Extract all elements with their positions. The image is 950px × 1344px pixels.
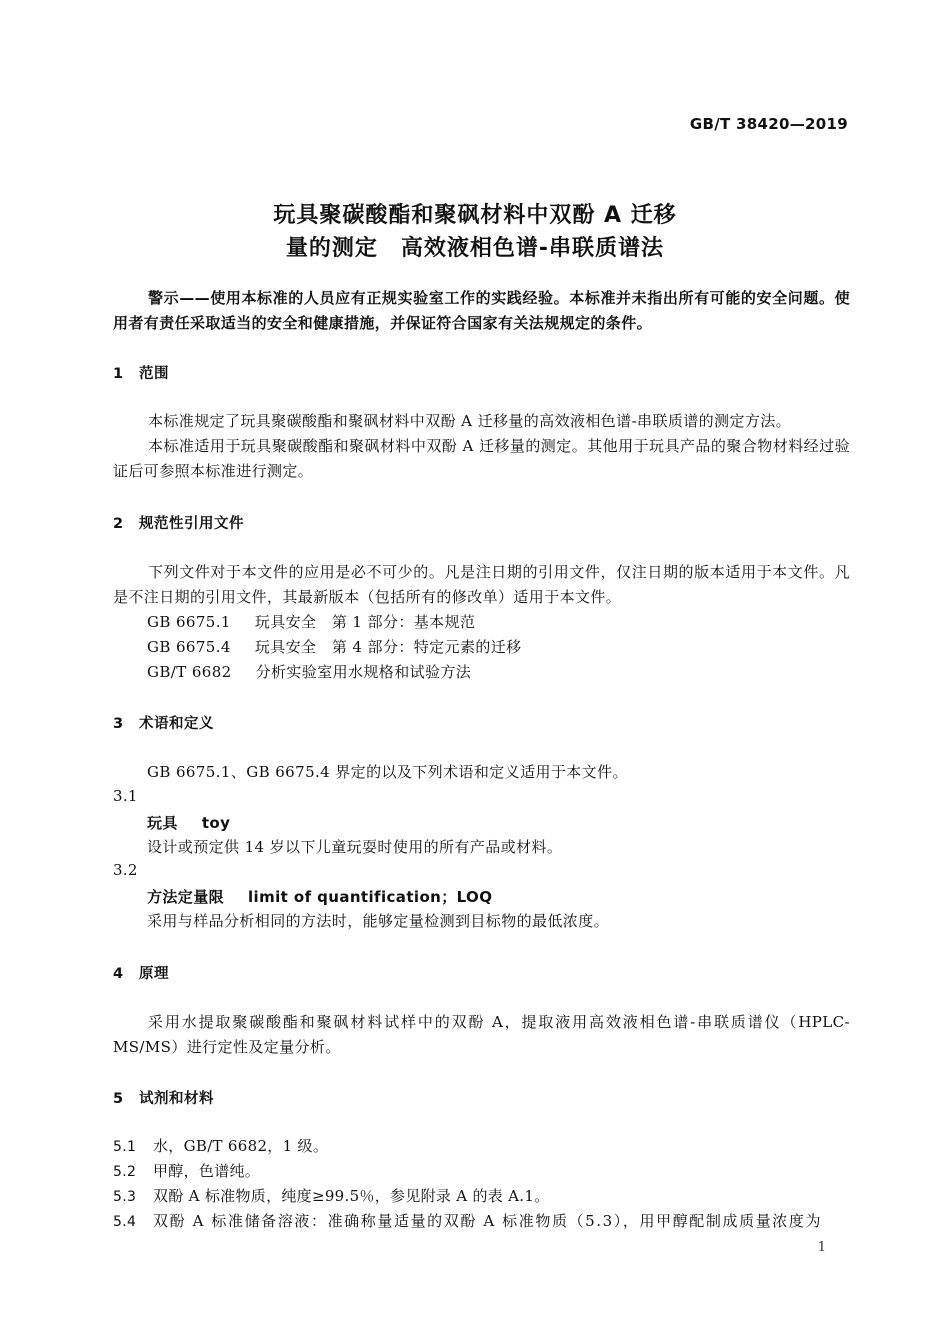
section-heading-reagents: [113, 1087, 214, 1108]
references-paragraph: 下列文件对于本文件的应用是必不可少的。凡是注日期的引用文件，仅注日期的版本适用于本文件。凡是不注日期的引用文件，其最新版本（包括所有的修改单）适用于本文件。: [113, 563, 850, 606]
section-number: 3: [113, 716, 124, 732]
section-title: 试剂和材料: [139, 1091, 214, 1107]
term-number: 3.1: [113, 787, 138, 805]
term-zh: 方法定量限: [147, 888, 225, 906]
clause-text: 双酚 A 标准储备溶液：准确称量适量的双酚 A 标准物质（5.3），用甲醇配制成质量浓度为: [153, 1212, 823, 1230]
section-heading-terms-definitions: [113, 712, 214, 733]
section-heading-scope: [113, 362, 169, 383]
standard-code: GB/T 38420—2019: [689, 115, 848, 133]
warning-paragraph: 警示——使用本标准的人员应有正规实验室工作的实践经验。本标准并未指出所有可能的安全问题。使用者有责任采取适当的安全和健康措施，并保证符合国家有关法规规定的条件。: [113, 289, 850, 332]
section-number: 4: [113, 966, 124, 982]
section-number: 5: [113, 1091, 124, 1107]
section-number: 1: [113, 366, 124, 382]
reagent-item: [113, 1185, 550, 1206]
principle-paragraph: 采用水提取聚碳酸酯和聚砜材料试样中的双酚 A，提取液用高效液相色谱-串联质谱仪（HPLC-MS/MS）进行定性及定量分析。: [113, 1013, 850, 1056]
clause-number: 5.1: [113, 1139, 137, 1155]
reagent-item: [113, 1135, 328, 1156]
document-title-line-2: 量的测定 高效液相色谱-串联质谱法: [285, 236, 665, 261]
term-zh: 玩具: [147, 814, 178, 832]
clause-text: 双酚 A 标准物质，纯度≥99.5％，参见附录 A 的表 A.1。: [153, 1187, 550, 1205]
terms-intro-paragraph: GB 6675.1、GB 6675.4 界定的以及下列术语和定义适用于本文件。: [147, 763, 628, 781]
scope-paragraph-2: 本标准适用于玩具聚碳酸酯和聚砜材料中双酚 A 迁移量的测定。其他用于玩具产品的聚合物材料经过验证后可参照本标准进行测定。: [113, 437, 850, 480]
term-number: 3.2: [113, 861, 138, 879]
reference-item: [147, 636, 522, 657]
reference-item: [147, 661, 471, 682]
section-title: 范围: [139, 366, 169, 382]
term-definition: 采用与样品分析相同的方法时，能够定量检测到目标物的最低浓度。: [147, 912, 610, 930]
section-number: 2: [113, 516, 124, 532]
reference-name: 玩具安全 第 1 部分：基本规范: [254, 613, 476, 631]
reference-code: GB/T 6682: [147, 663, 232, 681]
term-en: limit of quantification；LOQ: [248, 888, 493, 906]
clause-text: 水，GB/T 6682，1 级。: [153, 1137, 329, 1155]
reagent-item: [113, 1160, 260, 1181]
reagent-item: [113, 1210, 850, 1231]
section-title: 术语和定义: [139, 716, 214, 732]
term-entry: [147, 812, 230, 833]
clause-number: 5.2: [113, 1164, 137, 1180]
section-title: 原理: [139, 966, 169, 982]
term-en: toy: [201, 814, 231, 832]
page-number: 1: [817, 1240, 826, 1255]
reference-name: 玩具安全 第 4 部分：特定元素的迁移: [254, 638, 522, 656]
clause-text: 甲醇，色谱纯。: [153, 1162, 261, 1180]
scope-paragraph-1: 本标准规定了玩具聚碳酸酯和聚砜材料中双酚 A 迁移量的高效液相色谱-串联质谱的测定方法。: [148, 412, 792, 430]
section-title: 规范性引用文件: [139, 516, 244, 532]
clause-number: 5.3: [113, 1189, 137, 1205]
term-entry: [147, 886, 492, 907]
reference-code: GB 6675.1: [147, 613, 231, 631]
clause-number: 5.4: [113, 1214, 137, 1230]
document-title-line-1: 玩具聚碳酸酯和聚砜材料中双酚 A 迁移: [273, 203, 677, 228]
reference-name: 分析实验室用水规格和试验方法: [255, 663, 472, 681]
term-definition: 设计或预定供 14 岁以下儿童玩耍时使用的所有产品或材料。: [147, 838, 563, 856]
section-heading-principle: [113, 962, 169, 983]
reference-item: [147, 611, 475, 632]
reference-code: GB 6675.4: [147, 638, 231, 656]
section-heading-normative-references: [113, 512, 244, 533]
